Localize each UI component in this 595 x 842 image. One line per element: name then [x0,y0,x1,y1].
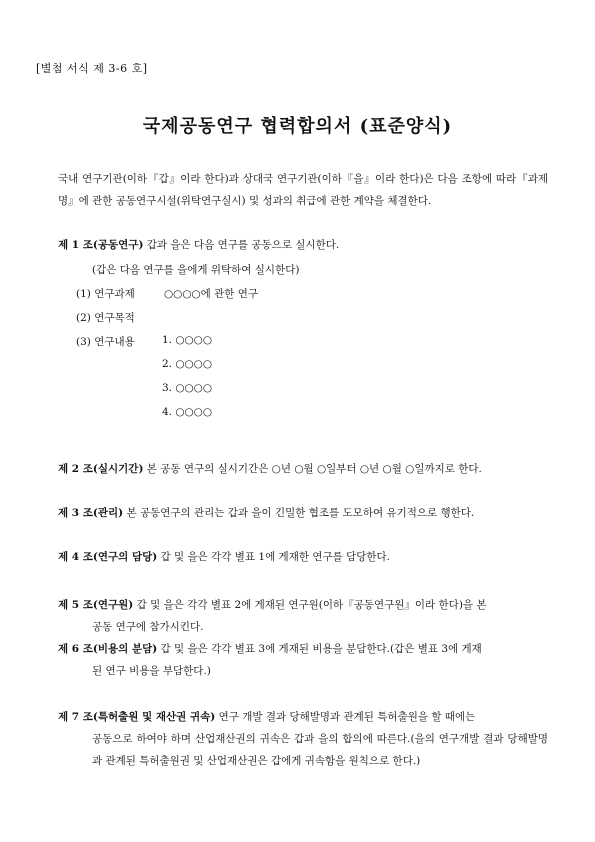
content-item: 3. ○○○○ [162,382,213,394]
article-1-heading: 제 1 조(공동연구) [58,239,144,251]
article-1 [58,234,548,256]
article-7-heading: 제 7 조(특허출원 및 재산권 귀속) [58,711,216,723]
article-6-heading: 제 6 조(비용의 분담) [58,643,158,655]
article-2-text: 본 공동 연구의 실시기간은 ○년 ○월 ○일부터 ○년 ○월 ○일까지로 한다. [143,463,482,475]
form-number: [별첨 서식 제 3-6 호] [36,62,148,75]
intro-paragraph: 국내 연구기관(이하『갑』이라 한다)과 상대국 연구기관(이하『을』이라 한다)은 다음 조항에 따라『과제명』에 관한 공동연구시설(위탁연구실시) 및 성과의 취급에 관한 계약을 체결한다. [58,173,548,207]
article-3-heading: 제 3 조(관리) [58,507,124,519]
article-4-heading: 제 4 조(연구의 담당) [58,551,158,563]
article-3 [58,502,548,524]
article-3-text: 본 공동연구의 관리는 갑과 을이 긴밀한 협조를 도모하여 유기적으로 행한다. [123,507,475,519]
article-4-text: 갑 및 을은 각각 별표 1에 게재한 연구를 담당한다. [157,551,390,563]
article-5-text: 갑 및 을은 각각 별표 2에 게재된 연구원(이하『공동연구원』이라 한다)을 본 [133,599,487,611]
article-5-continuation: 공동 연구에 참가시킨다. [92,621,204,633]
content-item: 2. ○○○○ [162,358,213,370]
article-7-continuation: 공동으로 하여야 하며 산업재산권의 귀속은 갑과 을의 합의에 따른다.(을의 연구개발 결과 당해발명과 관계된 특허출원권 및 산업재산권은 갑에게 귀속함을 원칙으로 한다.) [92,733,548,767]
article-7 [58,706,548,772]
article-5 [58,594,548,638]
article-6-text: 갑 및 을은 각각 별표 3에 게재된 비용을 분담한다.(갑은 별표 3에 게재 [157,643,482,655]
item-label-research-content: (3) 연구내용 [76,336,135,348]
article-6-continuation: 된 연구 비용을 부담한다.) [92,665,211,677]
item-value-research-topic: ○○○○에 관한 연구 [164,288,259,300]
item-label-research-topic: (1) 연구과제 [76,288,135,300]
article-1-note: (갑은 다음 연구를 을에게 위탁하여 실시한다) [92,264,300,276]
article-1-text: 갑과 을은 다음 연구를 공동으로 실시한다. [143,239,340,251]
article-7-text: 연구 개발 결과 당해발명과 관계된 특허출원을 할 때에는 [215,711,476,723]
article-6 [58,638,548,682]
document-title: 국제공동연구 협력합의서 (표준양식) [142,116,453,137]
article-4 [58,546,548,568]
article-2 [58,458,548,480]
article-2-heading: 제 2 조(실시기간) [58,463,144,475]
article-5-heading: 제 5 조(연구원) [58,599,134,611]
content-item: 4. ○○○○ [162,406,213,418]
content-item: 1. ○○○○ [162,334,213,346]
item-label-research-purpose: (2) 연구목적 [76,312,135,324]
